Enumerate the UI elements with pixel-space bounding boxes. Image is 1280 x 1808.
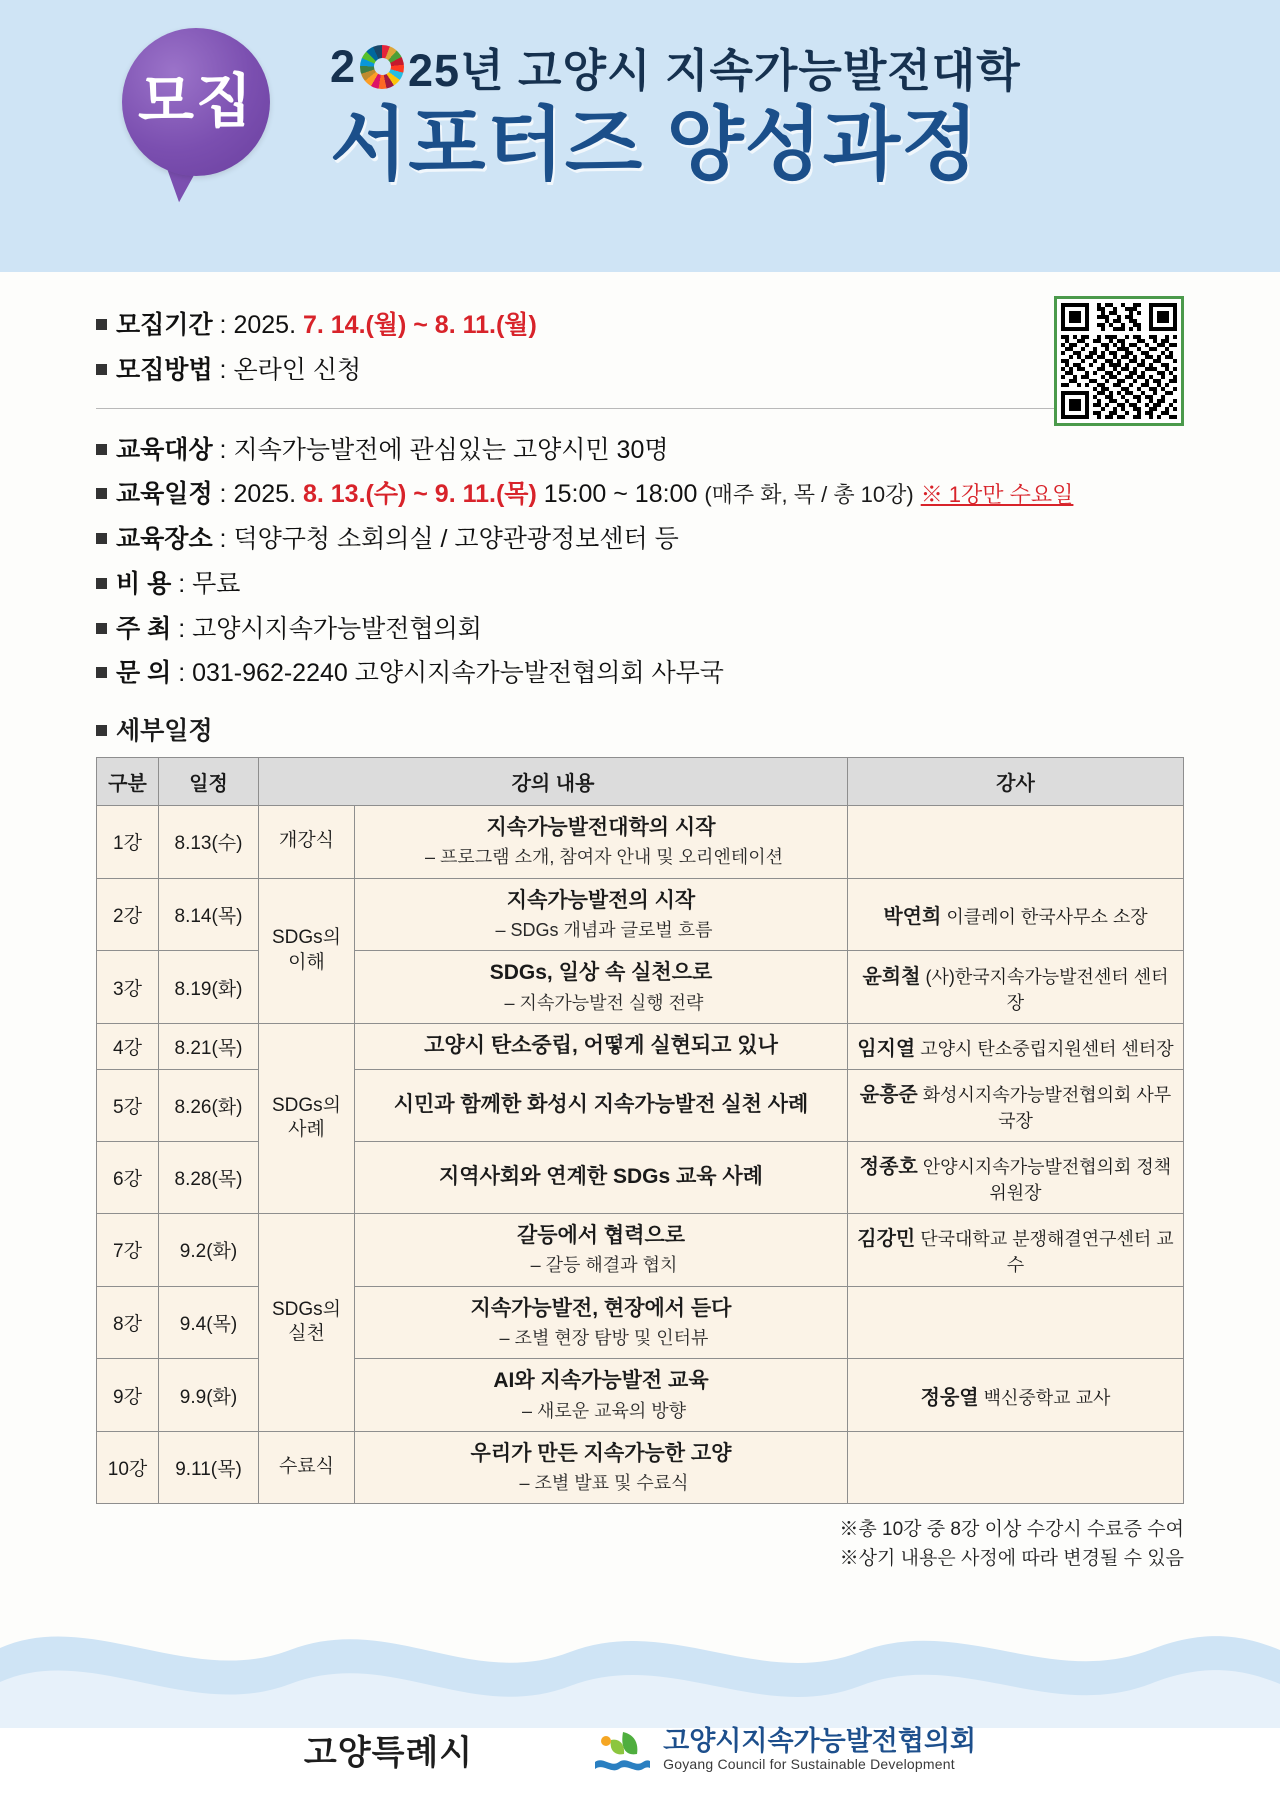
contact-value: 031-962-2240 고양시지속가능발전협의회 사무국 bbox=[192, 659, 724, 688]
row-group: SDGs의 실천 bbox=[259, 1213, 355, 1431]
row-title: 지속가능발전의 시작 bbox=[506, 888, 696, 912]
row-subtitle: – 조별 발표 및 수료식 bbox=[519, 1473, 689, 1494]
row-subtitle: – 프로그램 소개, 참여자 안내 및 오리엔테이션 bbox=[425, 847, 783, 868]
row-title: SDGs, 일상 속 실천으로 bbox=[489, 961, 713, 985]
footnote-1: ※총 10강 중 8강 이상 수강시 수료증 수여 bbox=[839, 1519, 1184, 1541]
row-subtitle: – 지속가능발전 실행 전략 bbox=[504, 992, 704, 1013]
title-year-prefix: 2 bbox=[330, 40, 357, 92]
section-divider bbox=[96, 408, 1184, 409]
lecturer-name: 임지열 bbox=[857, 1037, 916, 1060]
poster-subtitle bbox=[330, 34, 1240, 99]
row-no: 8강 bbox=[97, 1286, 159, 1359]
row-content bbox=[355, 951, 848, 1024]
recruit-badge bbox=[122, 28, 270, 176]
recruit-badge-label: 모집 bbox=[137, 69, 255, 134]
info-schedule: 교육일정 : 2025. 8. 13.(수) ~ 9. 11.(목) 15:00 ~ 18:00 (매주 화, 목 / 총 10강) ※ 1강만 수요일 bbox=[96, 475, 1184, 514]
row-title: 지속가능발전, 현장에서 듣다 bbox=[470, 1296, 732, 1320]
lecturer-name: 윤희철 bbox=[862, 965, 921, 988]
qr-code-svg bbox=[1061, 303, 1177, 419]
row-group: SDGs의 이해 bbox=[259, 878, 355, 1023]
host-value: 고양시지속가능발전협의회 bbox=[192, 614, 482, 643]
row-content bbox=[355, 1069, 848, 1141]
row-no: 1강 bbox=[97, 806, 159, 879]
row-date: 9.9(화) bbox=[159, 1359, 259, 1432]
schedule-label: 교육일정 bbox=[116, 480, 213, 509]
title-block bbox=[330, 34, 1240, 187]
bullet-icon bbox=[96, 667, 107, 678]
sdg-color-wheel-icon bbox=[360, 45, 404, 89]
col-header-lecturer: 강사 bbox=[848, 758, 1184, 806]
row-date: 8.13(수) bbox=[159, 806, 259, 879]
row-no: 10강 bbox=[97, 1431, 159, 1504]
row-lecturer bbox=[848, 951, 1184, 1024]
row-content bbox=[355, 1359, 848, 1432]
row-no: 2강 bbox=[97, 878, 159, 951]
fee-value: 무료 bbox=[192, 569, 241, 598]
row-title: 지역사회와 연계한 SDGs 교육 사례 bbox=[439, 1165, 763, 1189]
row-content bbox=[355, 1286, 848, 1359]
lecturer-affiliation: 이클레이 한국사무소 소장 bbox=[946, 906, 1148, 927]
table-row bbox=[97, 1023, 1184, 1069]
recruit-method-value: 온라인 신청 bbox=[233, 355, 362, 384]
row-title: 갈등에서 협력으로 bbox=[516, 1223, 686, 1247]
row-lecturer bbox=[848, 806, 1184, 879]
row-lecturer bbox=[848, 1213, 1184, 1286]
row-date: 8.14(목) bbox=[159, 878, 259, 951]
detail-schedule-label: 세부일정 bbox=[116, 717, 213, 745]
council-name-en: Goyang Council for Sustainable Development bbox=[663, 1756, 955, 1773]
leaf-wave-svg bbox=[593, 1726, 651, 1774]
schedule-table bbox=[96, 757, 1184, 1504]
row-lecturer bbox=[848, 878, 1184, 951]
info-contact: 문 의 : 031-962-2240 고양시지속가능발전협의회 사무국 bbox=[96, 654, 1184, 693]
row-date: 9.4(목) bbox=[159, 1286, 259, 1359]
info-host: 주 최 : 고양시지속가능발전협의회 bbox=[96, 610, 1184, 649]
footer-logos bbox=[0, 1725, 1280, 1774]
bullet-icon bbox=[96, 725, 107, 736]
footnotes bbox=[96, 1516, 1184, 1573]
fee-label: 비 용 bbox=[116, 569, 172, 598]
bullet-icon bbox=[96, 444, 107, 455]
recruit-method-label: 모집방법 bbox=[116, 355, 213, 384]
row-title: 지속가능발전대학의 시작 bbox=[486, 816, 716, 839]
qr-code-icon[interactable] bbox=[1054, 296, 1184, 426]
lecturer-name: 박연희 bbox=[883, 905, 942, 928]
lecturer-name: 윤흥준 bbox=[859, 1083, 918, 1106]
bullet-icon bbox=[96, 578, 107, 589]
row-title: 우리가 만든 지속가능한 고양 bbox=[470, 1441, 732, 1465]
row-subtitle: – 새로운 교육의 방향 bbox=[521, 1400, 687, 1421]
col-header-no: 구분 bbox=[97, 758, 159, 806]
table-row bbox=[97, 1213, 1184, 1286]
row-group: SDGs의 사례 bbox=[259, 1023, 355, 1213]
title-year-suffix: 25년 고양시 지속가능발전대학 bbox=[408, 45, 1021, 96]
info-recruit-period: 모집기간 : 2025. 7. 14.(월) ~ 8. 11.(월) bbox=[96, 306, 1184, 345]
city-logo: 고양특례시 bbox=[303, 1734, 474, 1772]
row-content bbox=[355, 806, 848, 879]
lecturer-affiliation: (사)한국지속가능발전센터 센터장 bbox=[925, 966, 1169, 1013]
recruit-period-value: 7. 14.(월) ~ 8. 11.(월) bbox=[302, 311, 537, 339]
info-recruit-method: 모집방법 : 온라인 신청 bbox=[96, 351, 1184, 390]
row-content bbox=[355, 1431, 848, 1504]
place-value: 덕양구청 소회의실 / 고양관광정보센터 등 bbox=[233, 525, 679, 553]
row-lecturer bbox=[848, 1431, 1184, 1504]
place-label: 교육장소 bbox=[116, 525, 213, 553]
bullet-icon bbox=[96, 364, 107, 375]
table-row bbox=[97, 878, 1184, 951]
leaf-wave-icon bbox=[593, 1726, 651, 1774]
table-header-row bbox=[97, 758, 1184, 806]
row-content bbox=[355, 1141, 848, 1213]
row-lecturer bbox=[848, 1141, 1184, 1213]
schedule-prefix: 2025. bbox=[233, 480, 297, 509]
schedule-red-note: ※ 1강만 수요일 bbox=[920, 482, 1074, 508]
page-title: 서포터즈 양성과정 bbox=[330, 100, 980, 189]
row-subtitle: – 갈등 해결과 협치 bbox=[530, 1255, 678, 1276]
row-subtitle: – SDGs 개념과 글로벌 흐름 bbox=[495, 919, 713, 940]
detail-schedule-heading bbox=[96, 711, 1184, 747]
row-group: 개강식 bbox=[259, 806, 355, 879]
col-header-date: 일정 bbox=[159, 758, 259, 806]
row-lecturer bbox=[848, 1069, 1184, 1141]
row-date: 9.2(화) bbox=[159, 1213, 259, 1286]
contact-label: 문 의 bbox=[116, 659, 172, 688]
row-no: 9강 bbox=[97, 1359, 159, 1432]
row-no: 4강 bbox=[97, 1023, 159, 1069]
target-value: 지속가능발전에 관심있는 고양시민 30명 bbox=[233, 435, 669, 464]
schedule-note: (매주 화, 목 / 총 10강) bbox=[704, 482, 914, 508]
info-place: 교육장소 : 덕양구청 소회의실 / 고양관광정보센터 등 bbox=[96, 520, 1184, 559]
poster-header bbox=[0, 0, 1280, 272]
info-fee: 비 용 : 무료 bbox=[96, 565, 1184, 604]
bullet-icon bbox=[96, 319, 107, 330]
row-date: 8.21(목) bbox=[159, 1023, 259, 1069]
recruit-period-prefix: 2025. bbox=[233, 311, 297, 339]
lecturer-affiliation: 백신중학교 교사 bbox=[983, 1387, 1111, 1408]
row-title: AI와 지속가능발전 교육 bbox=[493, 1369, 709, 1393]
council-logo bbox=[593, 1726, 976, 1774]
row-subtitle: – 조별 현장 탐방 및 인터뷰 bbox=[499, 1327, 709, 1348]
row-no: 5강 bbox=[97, 1069, 159, 1141]
row-date: 8.26(화) bbox=[159, 1069, 259, 1141]
lecturer-name: 정웅열 bbox=[920, 1386, 979, 1409]
council-name-ko: 고양시지속가능발전협의회 bbox=[663, 1725, 977, 1756]
lecturer-name: 김강민 bbox=[857, 1228, 916, 1251]
row-lecturer bbox=[848, 1023, 1184, 1069]
row-no: 3강 bbox=[97, 951, 159, 1024]
lecturer-affiliation: 안양시지속가능발전협의회 정책위원장 bbox=[922, 1156, 1172, 1203]
row-date: 9.11(목) bbox=[159, 1431, 259, 1504]
table-row bbox=[97, 806, 1184, 879]
target-label: 교육대상 bbox=[116, 435, 213, 464]
council-text bbox=[663, 1727, 976, 1773]
bullet-icon bbox=[96, 623, 107, 634]
info-target: 교육대상 : 지속가능발전에 관심있는 고양시민 30명 bbox=[96, 431, 1184, 470]
lecturer-affiliation: 화성시지속가능발전협의회 사무국장 bbox=[922, 1084, 1172, 1131]
row-date: 8.28(목) bbox=[159, 1141, 259, 1213]
row-content bbox=[355, 878, 848, 951]
bullet-icon bbox=[96, 488, 107, 499]
lecturer-affiliation: 고양시 탄소중립지원센터 센터장 bbox=[920, 1038, 1174, 1059]
lecturer-name: 정종호 bbox=[859, 1155, 918, 1178]
host-label: 주 최 bbox=[116, 614, 172, 643]
col-header-content: 강의 내용 bbox=[259, 758, 848, 806]
poster-body bbox=[0, 272, 1280, 1573]
row-title: 고양시 탄소중립, 어떻게 실현되고 있나 bbox=[424, 1034, 778, 1058]
recruit-period-label: 모집기간 bbox=[116, 311, 213, 339]
lecturer-affiliation: 단국대학교 분쟁해결연구센터 교수 bbox=[920, 1229, 1174, 1276]
row-no: 7강 bbox=[97, 1213, 159, 1286]
row-title: 시민과 함께한 화성시 지속가능발전 실천 사례 bbox=[393, 1093, 809, 1117]
row-group: 수료식 bbox=[259, 1431, 355, 1504]
table-row bbox=[97, 1431, 1184, 1504]
schedule-dates: 8. 13.(수) ~ 9. 11.(목) bbox=[302, 480, 537, 509]
bullet-icon bbox=[96, 533, 107, 544]
row-content bbox=[355, 1213, 848, 1286]
row-content bbox=[355, 1023, 848, 1069]
row-lecturer bbox=[848, 1286, 1184, 1359]
row-lecturer bbox=[848, 1359, 1184, 1432]
footnote-2: ※상기 내용은 사정에 따라 변경될 수 있음 bbox=[839, 1547, 1184, 1569]
row-no: 6강 bbox=[97, 1141, 159, 1213]
schedule-time: 15:00 ~ 18:00 bbox=[543, 480, 698, 509]
row-date: 8.19(화) bbox=[159, 951, 259, 1024]
